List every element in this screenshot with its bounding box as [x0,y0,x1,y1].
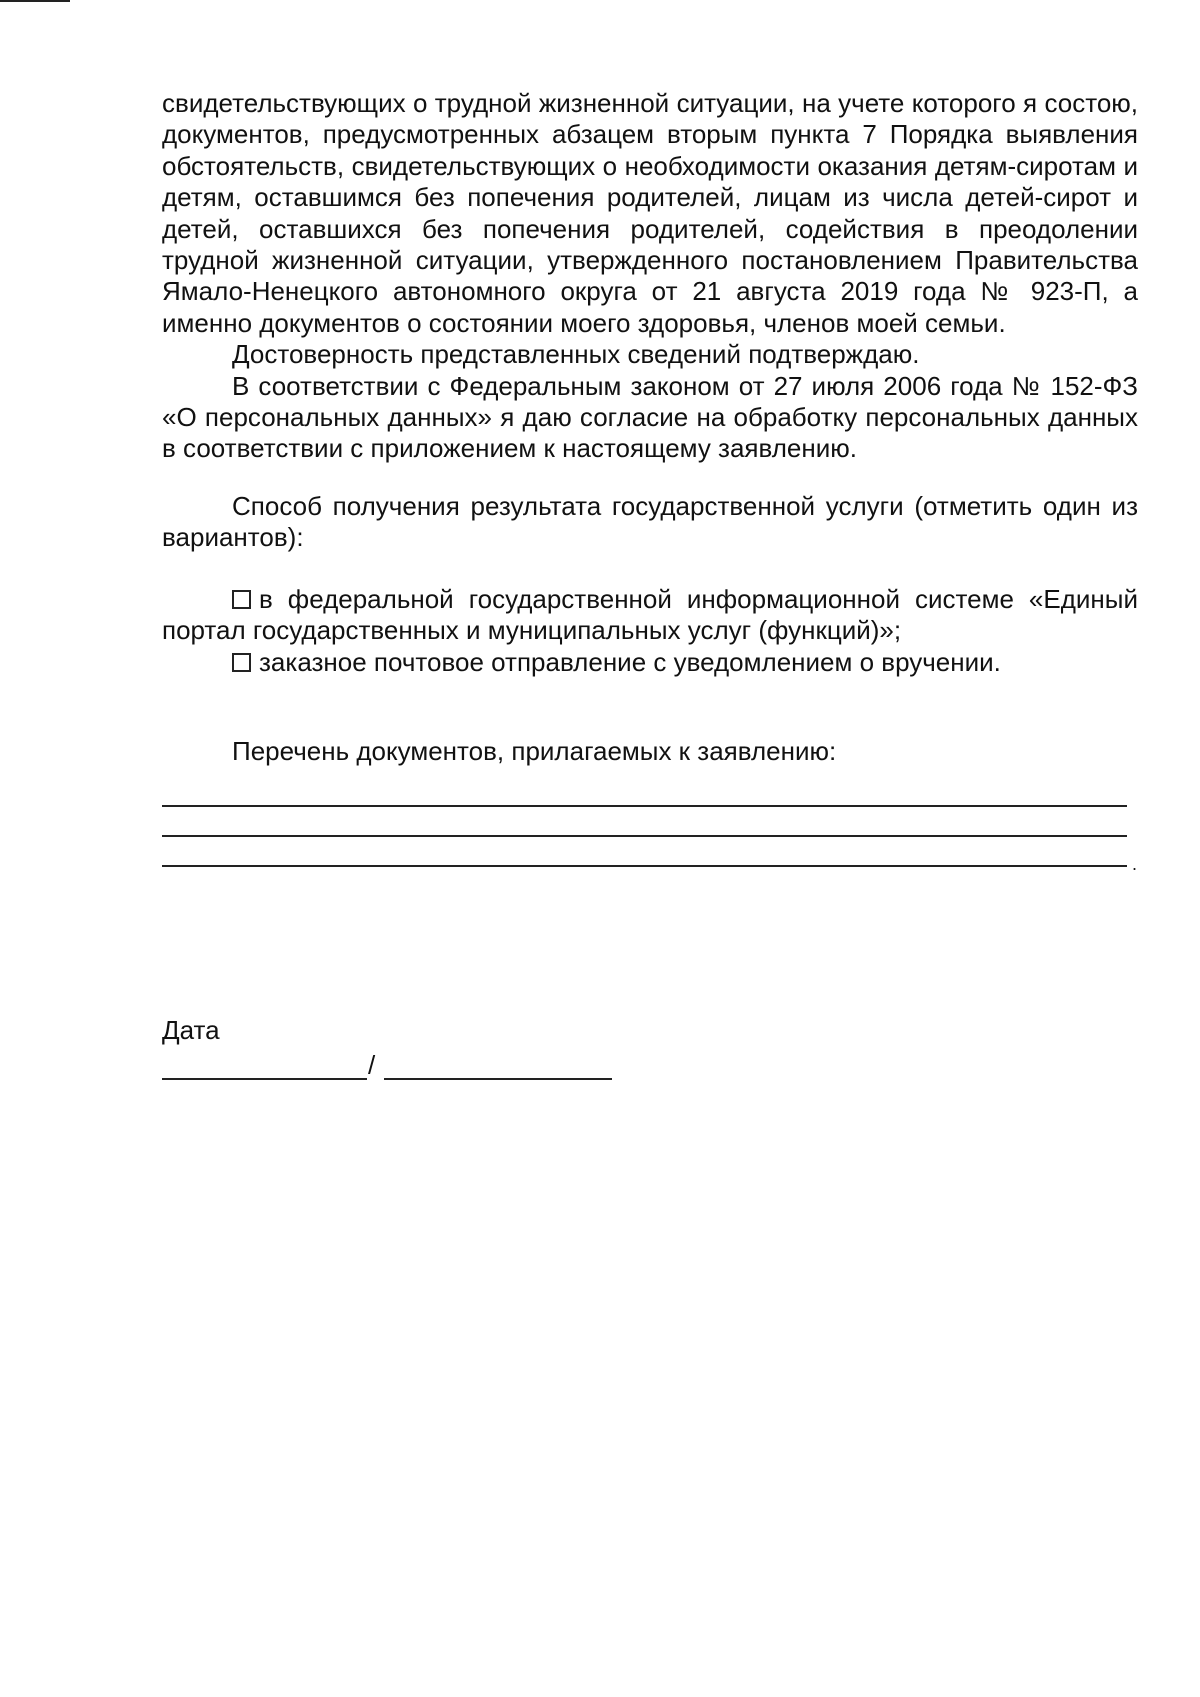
page-corner-mark [0,0,70,2]
document-entry-line[interactable] [162,777,1127,807]
consent-text: В соответствии с Федеральным законом от 27 июля 2006 года № 152-ФЗ «О персональных данных» я даю согласие на обработку персональных данных в соответствии с приложением к настоящему заявлению. [162,370,1138,464]
delivery-method-heading: Способ получения результата государственной услуги (отметить один из вариантов): [162,490,1138,553]
body-paragraph: свидетельствующих о трудной жизненной ситуации, на учете которого я состою, документов, предусмотренных абзацем вторым пункта 7 Порядка выявления обстоятельств, свидетельствующих о необходимости оказания детям-сиротам и детям, оставшимся без попечения родителей, лицам из числа детей-сирот и детей, оставшихся без попечения родителей, содействия в преодолении трудной жизненной ситуации, утвержденного постановлением Правительства Ямало-Ненецкого автономного округа от 21 августа 2019 года № 923-П, а именно документов о состоянии моего здоровья, членов моей семьи. [162,88,1138,338]
checkbox-mail[interactable] [232,653,251,672]
documents-list-heading: Перечень документов, прилагаемых к заявлению: [232,735,837,766]
documents-list-lines [162,777,1137,875]
confirmation-text: Достоверность представленных сведений подтверждаю. [232,339,920,370]
delivery-option-mail-label: заказное почтовое отправление с уведомлением о вручении. [259,646,1001,677]
list-end-mark: . [1131,854,1137,875]
name-decryption-line[interactable] [384,1078,612,1080]
signature-row [162,1046,622,1086]
date-label: Дата [162,1015,220,1045]
signature-block [162,1015,622,1086]
checkbox-portal[interactable] [232,590,251,609]
document-entry-line[interactable] [162,837,1137,875]
signature-line[interactable] [162,1078,367,1080]
delivery-option-portal-label: в федеральной государственной информационной системе «Единый портал государственных и муниципальных услуг (функций)»; [162,583,1138,646]
document-page [162,88,1138,875]
delivery-option-portal [162,584,1138,647]
signature-separator: / [368,1050,376,1080]
delivery-option-mail [162,647,1138,678]
document-entry-line[interactable] [162,807,1127,837]
